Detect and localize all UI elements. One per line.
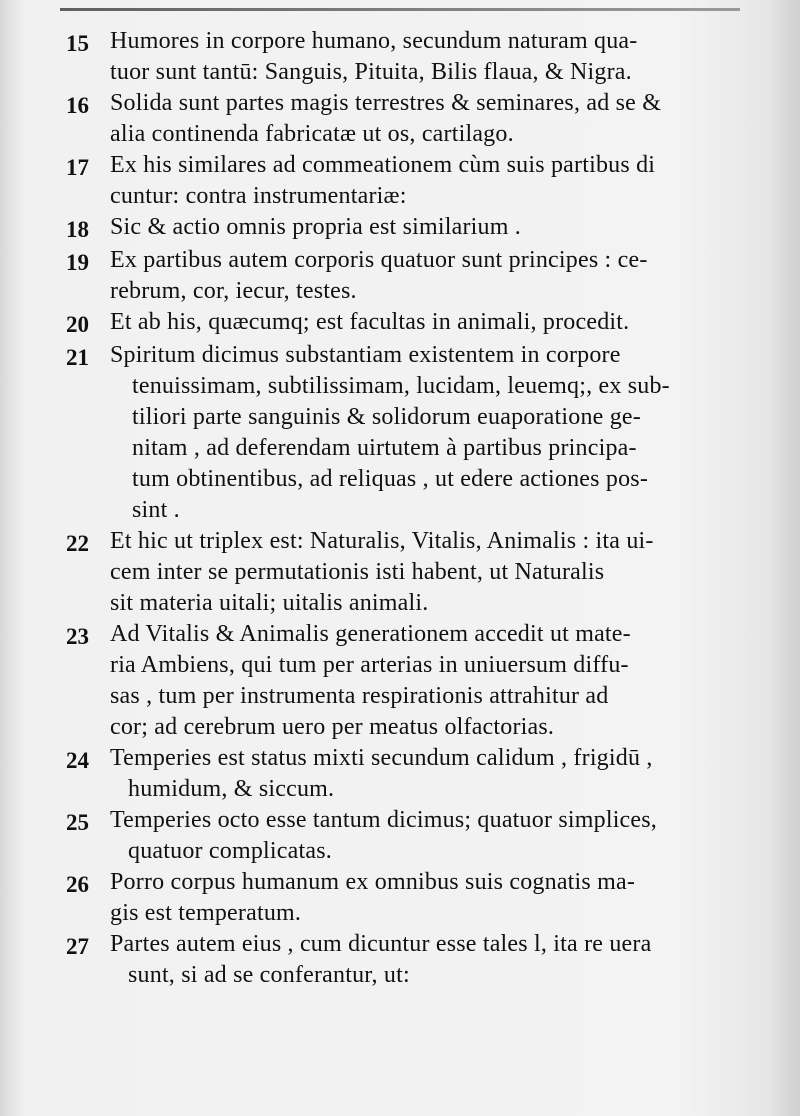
- text-line: humidum, & siccum.: [128, 776, 335, 802]
- text-line: tuor sunt tantū: Sanguis, Pituita, Bilis flaua, & Nigra.: [110, 59, 632, 85]
- text-line: Porro corpus humanum ex omnibus suis cognatis ma-: [110, 869, 636, 895]
- entry-number: 25: [66, 810, 89, 835]
- entry-number: 22: [66, 531, 89, 556]
- text-line: Partes autem eius , cum dicuntur esse tales l, ita re uera: [110, 931, 652, 957]
- text-block: [66, 26, 766, 991]
- text-line: cor; ad cerebrum uero per meatus olfactorias.: [110, 714, 555, 740]
- entry-number: 20: [66, 312, 89, 337]
- text-line: rebrum, cor, iecur, testes.: [110, 278, 357, 304]
- entry-number: 17: [66, 155, 89, 180]
- entry-text: [110, 212, 766, 245]
- text-line: ria Ambiens, qui tum per arterias in uniuersum diffu-: [110, 652, 629, 678]
- entry-text: [110, 619, 766, 743]
- entry-text: [110, 743, 766, 805]
- text-line: Sic & actio omnis propria est similarium .: [110, 214, 522, 240]
- entry-number: 23: [66, 624, 89, 649]
- entry-text: [110, 526, 766, 619]
- entry-15: [66, 26, 766, 88]
- text-line: Ex his similares ad commeationem cùm suis partibus di: [110, 152, 656, 178]
- text-line: tenuissimam, subtilissimam, lucidam, leuemq;, ex sub-: [132, 373, 670, 399]
- entry-text: [110, 245, 766, 307]
- text-line: Temperies est status mixti secundum calidum , frigidū ,: [110, 745, 653, 771]
- entry-text: [110, 867, 766, 929]
- text-line: Ad Vitalis & Animalis generationem accedit ut mate-: [110, 621, 631, 647]
- entry-number: 21: [66, 345, 89, 370]
- entry-text: [110, 26, 766, 88]
- entry-number: 15: [66, 31, 89, 56]
- text-line: Humores in corpore humano, secundum naturam qua-: [110, 28, 638, 54]
- text-line: Solida sunt partes magis terrestres & seminares, ad se &: [110, 90, 662, 116]
- entry-25: [66, 805, 766, 867]
- entry-24: [66, 743, 766, 805]
- entry-text: [110, 150, 766, 212]
- text-line: sunt, si ad se conferantur, ut:: [128, 962, 410, 988]
- top-edge-shadow: [60, 8, 740, 11]
- text-line: sint .: [132, 497, 180, 523]
- text-line: Ex partibus autem corporis quatuor sunt principes : ce-: [110, 247, 648, 273]
- text-line: nitam , ad deferendam uirtutem à partibus principa-: [132, 435, 637, 461]
- entry-22: [66, 526, 766, 619]
- entry-27: [66, 929, 766, 991]
- entry-text: [110, 340, 766, 526]
- entry-18: [66, 212, 766, 245]
- entry-20: [66, 307, 766, 340]
- text-line: tum obtinentibus, ad reliquas , ut edere actiones pos-: [132, 466, 649, 492]
- text-line: sit materia uitali; uitalis animali.: [110, 590, 429, 616]
- text-line: cem inter se permutationis isti habent, ut Naturalis: [110, 559, 605, 585]
- entry-number: 19: [66, 250, 89, 275]
- entry-26: [66, 867, 766, 929]
- entry-number: 27: [66, 934, 89, 959]
- entry-number: 18: [66, 217, 89, 242]
- text-line: quatuor complicatas.: [128, 838, 332, 864]
- text-line: tiliori parte sanguinis & solidorum euaporatione ge-: [132, 404, 641, 430]
- text-line: alia continenda fabricatæ ut os, cartilago.: [110, 121, 514, 147]
- entry-text: [110, 307, 766, 340]
- entry-text: [110, 805, 766, 867]
- text-line: Temperies octo esse tantum dicimus; quatuor simplices,: [110, 807, 658, 833]
- entry-19: [66, 245, 766, 307]
- entry-number: 26: [66, 872, 89, 897]
- text-line: Et hic ut triplex est: Naturalis, Vitalis, Animalis : ita ui-: [110, 528, 654, 554]
- text-line: Et ab his, quæcumq; est facultas in animali, procedit.: [110, 309, 630, 335]
- text-line: sas , tum per instrumenta respirationis attrahitur ad: [110, 683, 609, 709]
- entry-number: 16: [66, 93, 89, 118]
- entry-text: [110, 929, 766, 991]
- entry-21: [66, 340, 766, 526]
- text-line: Spiritum dicimus substantiam existentem in corpore: [110, 342, 621, 368]
- text-line: cuntur: contra instrumentariæ:: [110, 183, 407, 209]
- text-line: gis est temperatum.: [110, 900, 302, 926]
- entry-17: [66, 150, 766, 212]
- entry-text: [110, 88, 766, 150]
- entry-23: [66, 619, 766, 743]
- entry-16: [66, 88, 766, 150]
- entry-number: 24: [66, 748, 89, 773]
